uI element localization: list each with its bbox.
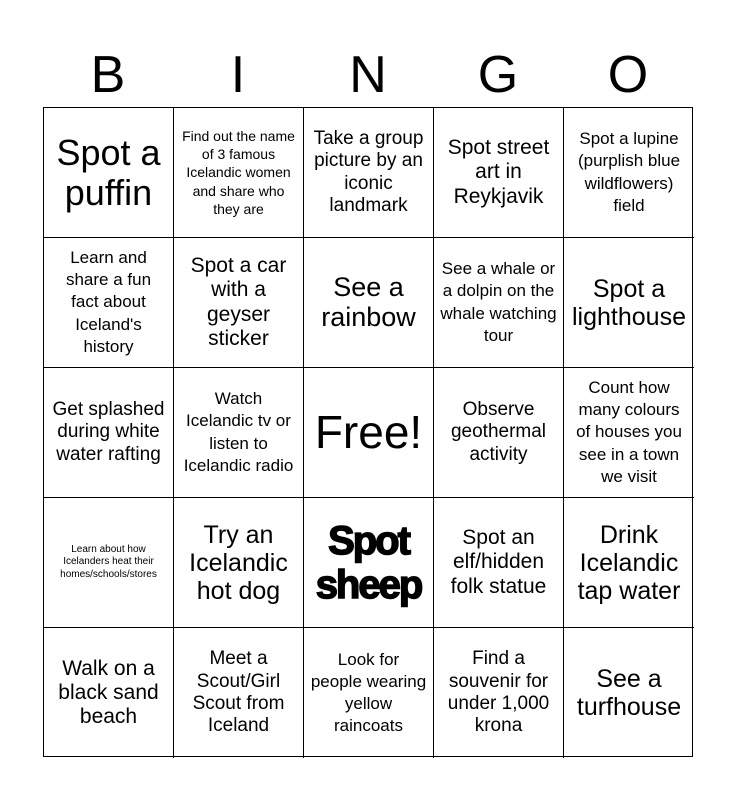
bingo-cell[interactable] bbox=[434, 108, 564, 238]
bingo-cell[interactable] bbox=[564, 498, 694, 628]
cell-text: Observe geothermal activity bbox=[450, 398, 547, 465]
header-letter-b: B bbox=[90, 46, 126, 104]
bingo-cell[interactable] bbox=[174, 108, 304, 238]
header-letter-g: G bbox=[477, 46, 519, 104]
header-letter-o: O bbox=[607, 46, 649, 104]
cell-text: See a whale or a dolpin on the whale watching tour bbox=[440, 259, 557, 345]
bingo-cell[interactable] bbox=[174, 498, 304, 628]
cell-text: Find out the name of 3 famous Icelandic women and share who they are bbox=[182, 128, 295, 217]
free-space-cell[interactable] bbox=[304, 368, 434, 498]
bingo-cell[interactable] bbox=[44, 368, 174, 498]
bingo-cell[interactable] bbox=[564, 108, 694, 238]
bingo-cell[interactable] bbox=[304, 628, 434, 758]
bingo-cell[interactable] bbox=[174, 238, 304, 368]
bingo-cell[interactable] bbox=[304, 498, 434, 628]
bingo-cell[interactable] bbox=[564, 368, 694, 498]
bingo-cell[interactable] bbox=[174, 628, 304, 758]
bingo-cell[interactable] bbox=[434, 238, 564, 368]
bingo-cell[interactable] bbox=[304, 238, 434, 368]
bingo-cell[interactable] bbox=[564, 238, 694, 368]
cell-text: Learn about how Icelanders heat their homes/schools/stores bbox=[60, 543, 157, 580]
header-letter-i: I bbox=[230, 46, 246, 104]
cell-text: Get splashed during white water rafting bbox=[52, 398, 165, 465]
cell-text: Spot a lupine (purplish blue wildflowers) field bbox=[577, 129, 681, 215]
bingo-cell[interactable] bbox=[564, 628, 694, 758]
bingo-cell[interactable] bbox=[434, 498, 564, 628]
cell-text: Spot a car with a geyser sticker bbox=[190, 254, 287, 350]
header-letter-n: N bbox=[349, 46, 387, 104]
cell-text: See a rainbow bbox=[321, 271, 416, 332]
free-space-label: Free! bbox=[314, 406, 423, 459]
cell-text: Take a group picture by an iconic landmark bbox=[313, 127, 424, 216]
cell-text: Watch Icelandic tv or listen to Icelandic radio bbox=[183, 389, 294, 475]
bingo-cell[interactable] bbox=[434, 368, 564, 498]
bingo-grid bbox=[43, 107, 693, 757]
bingo-cell[interactable] bbox=[174, 368, 304, 498]
cell-text: Spot an elf/hidden folk statue bbox=[450, 526, 547, 598]
cell-text: Find a souvenir for under 1,000 krona bbox=[447, 648, 550, 737]
cell-text: Spot sheep bbox=[315, 518, 422, 607]
cell-text: Spot street art in Reykjavik bbox=[447, 136, 550, 208]
cell-text: Spot a lighthouse bbox=[572, 274, 686, 331]
cell-text: Spot a puffin bbox=[56, 131, 161, 213]
cell-text: Meet a Scout/Girl Scout from Iceland bbox=[192, 648, 285, 737]
cell-text: Count how many colours of houses you see in a town we visit bbox=[576, 378, 682, 486]
bingo-cell[interactable] bbox=[304, 108, 434, 238]
bingo-header bbox=[43, 44, 693, 106]
bingo-cell[interactable] bbox=[44, 498, 174, 628]
bingo-cell[interactable] bbox=[44, 628, 174, 758]
cell-text: Learn and share a fun fact about Iceland's history bbox=[65, 248, 152, 356]
cell-text: Walk on a black sand beach bbox=[58, 656, 159, 729]
bingo-cell[interactable] bbox=[44, 238, 174, 368]
bingo-cell[interactable] bbox=[434, 628, 564, 758]
cell-text: See a turfhouse bbox=[576, 665, 682, 721]
bingo-cell[interactable] bbox=[44, 108, 174, 238]
cell-text: Try an Icelandic hot dog bbox=[189, 520, 288, 605]
cell-text: Look for people wearing yellow raincoats bbox=[310, 649, 427, 736]
cell-text: Drink Icelandic tap water bbox=[577, 520, 681, 605]
